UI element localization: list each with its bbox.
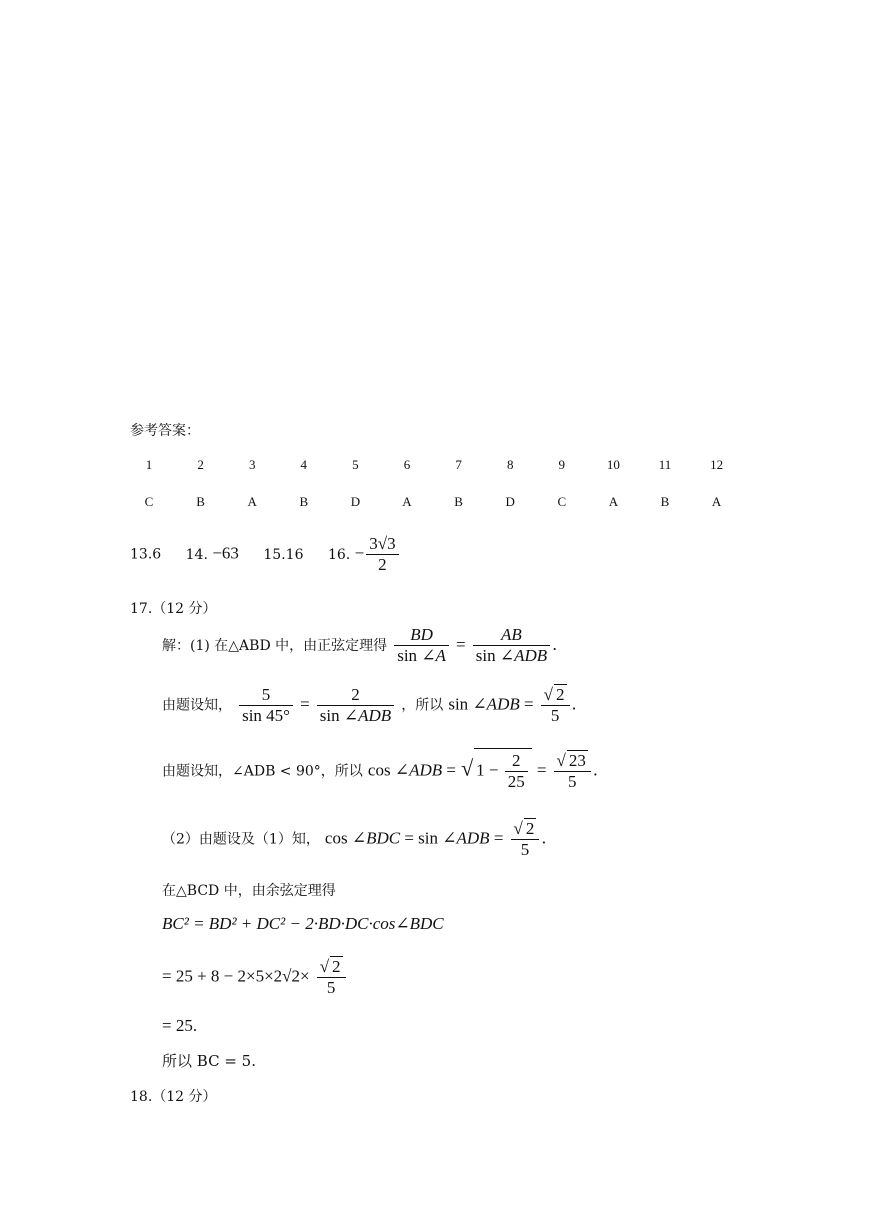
q17-title: 17.（12 分） <box>130 601 217 617</box>
answer-choice: B <box>454 494 463 509</box>
question-number: 9 <box>558 457 566 472</box>
question-number: 7 <box>455 457 462 472</box>
answer-choice: B <box>660 494 670 509</box>
answer-choice: A <box>402 494 412 509</box>
answer-14-label: 14. <box>185 546 208 563</box>
q17-line9: 所以 BC = 5. <box>162 1052 256 1070</box>
q17-line3: 由题设知，∠ADB < 90°，所以 cos ∠ADB = √ 1 − $\frac{2}{25}$ = $\frac{√ 23}{5}$ . <box>162 748 598 792</box>
question-number: 1 <box>145 457 153 472</box>
question-number: 4 <box>300 457 308 472</box>
answer-choice: C <box>557 494 567 509</box>
answer-15: 15.16 <box>263 546 304 563</box>
question-number: 5 <box>352 457 359 472</box>
answer-choice: A <box>711 494 722 509</box>
question-number: 12 <box>710 457 724 472</box>
question-number: 10 <box>606 457 620 472</box>
answer-choice: B <box>196 494 205 509</box>
answer-choice: A <box>247 494 257 509</box>
answer-choice: D <box>505 494 515 509</box>
q17-line5: 在△BCD 中，由余弦定理得 <box>162 883 336 899</box>
answer-choice: C <box>144 494 154 509</box>
question-number: 2 <box>197 457 204 472</box>
q17-line1: 解：(1) 在△ABD 中，由正弦定理得 $\frac{BD}{\sin \angle A}$ = $\frac{AB}{\text{sin ∠ADB}}$ . <box>162 625 558 665</box>
question-number: 6 <box>403 457 411 472</box>
answer-13: 13.6 <box>130 546 162 563</box>
q18-title: 18.（12 分） <box>130 1089 217 1105</box>
answers-heading: 参考答案： <box>130 423 200 439</box>
q17-line8: = 25. <box>162 1016 198 1035</box>
answer-choice: D <box>350 494 361 509</box>
fill-in-answers: 13.6 14. −63 15.16 16. − $\frac{3√3}{2}$ <box>130 534 401 575</box>
answer-16-fraction: $\frac{3√3}{2}$ <box>366 534 398 575</box>
q17-line7: = 25 + 8 − 2×5×2√2× $\frac{√ 2}{5}$ <box>162 956 348 998</box>
question-number: 8 <box>506 457 514 472</box>
q17-line2: 由题设知， $\frac{5}{\sin 45^\circ}$ = $\frac{2}{\text{sin ∠ADB}}$ ，所以 sin ∠ADB = $\frac{√ 2}{5}$ . <box>162 684 577 725</box>
question-number: 11 <box>658 457 672 472</box>
q17-line6: BC² = BD² + DC² − 2·BD·DC·cos∠BDC <box>162 914 444 933</box>
question-number: 3 <box>248 457 256 472</box>
answer-14-value: −63 <box>212 543 239 563</box>
answer-16-label: 16. <box>327 546 351 563</box>
answer-choice: A <box>608 494 619 509</box>
answer-choice: B <box>299 494 309 509</box>
q17-line4: （2）由题设及（1）知， cos ∠BDC = sin ∠ADB = $\frac{√ 2}{5}$ . <box>162 819 547 859</box>
